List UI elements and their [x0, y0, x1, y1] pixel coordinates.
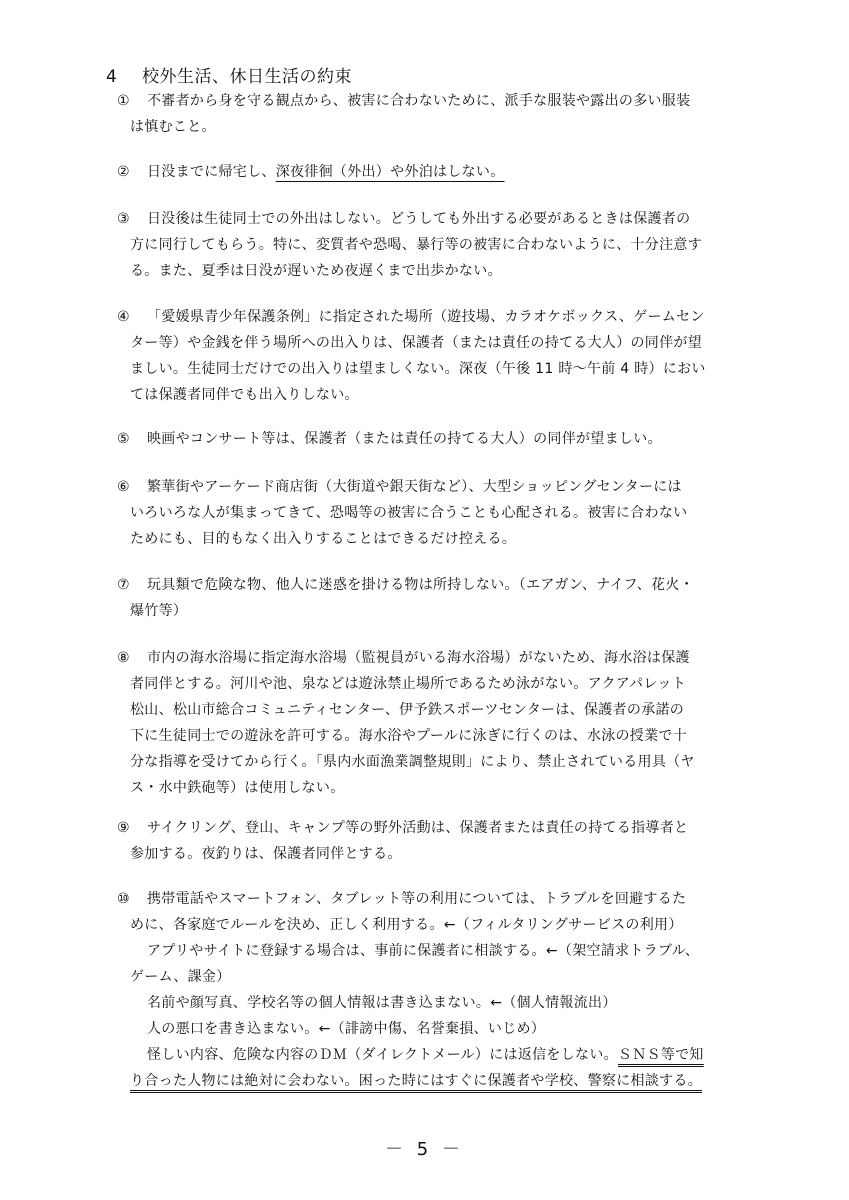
rule-item-5	[117, 426, 757, 452]
item-text: 携帯電話やスマートフォン、タブレット等の利用については、トラブルを回避するた	[147, 891, 687, 907]
item-marker: ⑨	[117, 820, 130, 836]
item-marker: ①	[117, 93, 130, 109]
section-number: 4	[106, 67, 118, 87]
item-text: ましい。生徒同士だけでの出入りは望ましくない。深夜（午後 11 時〜午前 4 時）におい	[130, 361, 706, 377]
rule-item-7	[117, 572, 757, 624]
item-text: 日没までに帰宅し、	[147, 164, 276, 180]
item-text: 名前や顔写真、学校名等の個人情報は書き込まない。←（個人情報流出）	[147, 995, 617, 1011]
item-text: ター等）や金銭を伴う場所への出入りは、保護者（または責任の持てる大人）の同伴が望	[130, 335, 702, 351]
underlined-text: 深夜徘徊（外出）や外泊はしない。	[275, 164, 505, 180]
item-text: ためにも、目的もなく出入りすることはできるだけ控える。	[130, 531, 517, 547]
item-text: 方に同行してもらう。特に、変質者や恐喝、暴行等の被害に合わないように、十分注意す	[130, 237, 702, 253]
rule-item-4	[117, 304, 757, 408]
item-text: は慎むこと。	[130, 119, 216, 135]
item-text: いろいろな人が集まってきて、恐喝等の被害に合うことも心配される。被害に合わない	[130, 505, 688, 521]
item-text: 市内の海水浴場に指定海水浴場（監視員がいる海水浴場）がないため、海水浴は保護	[147, 650, 690, 666]
item-text: サイクリング、登山、キャンプ等の野外活動は、保護者または責任の持てる指導者と	[147, 820, 689, 836]
item-text: 日没後は生徒同士での外出はしない。どうしても外出する必要があるときは保護者の	[147, 211, 691, 227]
item-text: 人の悪口を書き込まない。←（誹謗中傷、名誉棄損、いじめ）	[147, 1021, 546, 1037]
item-marker: ③	[117, 211, 130, 227]
item-text: 下に生徒同士での遊泳を許可する。海水浴やプールに泳ぎに行くのは、水泳の授業で十	[130, 728, 687, 744]
rule-item-9	[117, 815, 757, 867]
item-text: 松山、松山市総合コミュニティセンター、伊予鉄スポーツセンターは、保護者の承諾の	[130, 702, 685, 718]
item-text: 不審者から身を守る観点から、被害に合わないために、派手な服装や露出の多い服装	[147, 93, 691, 109]
double-underlined-text: ＳＮＳ等で知	[617, 1047, 704, 1063]
item-text: めに、各家庭でルールを決め、正しく利用する。←（フィルタリングサービスの利用）	[130, 917, 683, 933]
item-marker: ⑥	[117, 479, 130, 495]
item-text: 「愛媛県青少年保護条例」に指定された場所（遊技場、カラオケボックス、ゲームセン	[147, 309, 705, 325]
item-marker: ⑤	[117, 431, 130, 447]
item-text: ては保護者同伴でも出入りしない。	[130, 387, 359, 403]
item-text: 参加する。夜釣りは、保護者同伴とする。	[130, 846, 402, 862]
item-text: 者同伴とする。河川や池、泉などは遊泳禁止場所であるため泳がない。アクアパレット	[130, 676, 687, 692]
item-marker: ②	[117, 164, 130, 180]
item-text: 怪しい内容、危険な内容のＤＭ（ダイレクトメール）には返信をしない。	[147, 1047, 618, 1063]
page-number: － 5 －	[385, 1139, 464, 1160]
item-text: ス・水中鉄砲等）は使用しない。	[130, 780, 345, 796]
rule-item-2	[117, 159, 757, 185]
item-text: 玩具類で危険な物、他人に迷惑を掛ける物は所持しない。（エアガン、ナイフ、花火・	[147, 577, 694, 593]
item-text: アプリやサイトに登録する場合は、事前に保護者に相談する。←（架空請求トラブル、	[147, 943, 700, 959]
item-text: 映画やコンサート等は、保護者（または責任の持てる大人）の同伴が望ましい。	[147, 431, 662, 447]
item-text: ゲーム、課金）	[130, 969, 231, 985]
rule-item-6	[117, 474, 757, 552]
item-marker: ⑧	[117, 650, 130, 666]
double-underlined-text: り合った人物には絶対に会わない。困った時にはすぐに保護者や学校、警察に相談する。	[130, 1073, 702, 1089]
section-title: 校外生活、休日生活の約束	[142, 67, 352, 87]
item-marker: ④	[117, 309, 130, 325]
rule-item-10	[117, 886, 757, 1094]
rule-item-3	[117, 206, 757, 284]
section-heading	[106, 62, 352, 87]
item-marker: ⑩	[117, 891, 130, 907]
item-text: 繁華街やアーケード商店街（大街道や銀天街など）、大型ショッピングセンターには	[147, 479, 682, 495]
item-text: る。また、夏季は日没が遅いため夜遅くまで出歩かない。	[130, 263, 502, 279]
item-text: 分な指導を受けてから行く。「県内水面漁業調整規則」により、禁止されている用具（ヤ	[130, 754, 695, 770]
item-text: 爆竹等）	[130, 603, 188, 619]
item-marker: ⑦	[117, 577, 130, 593]
rule-item-1	[117, 88, 757, 140]
rule-item-8	[117, 645, 757, 801]
